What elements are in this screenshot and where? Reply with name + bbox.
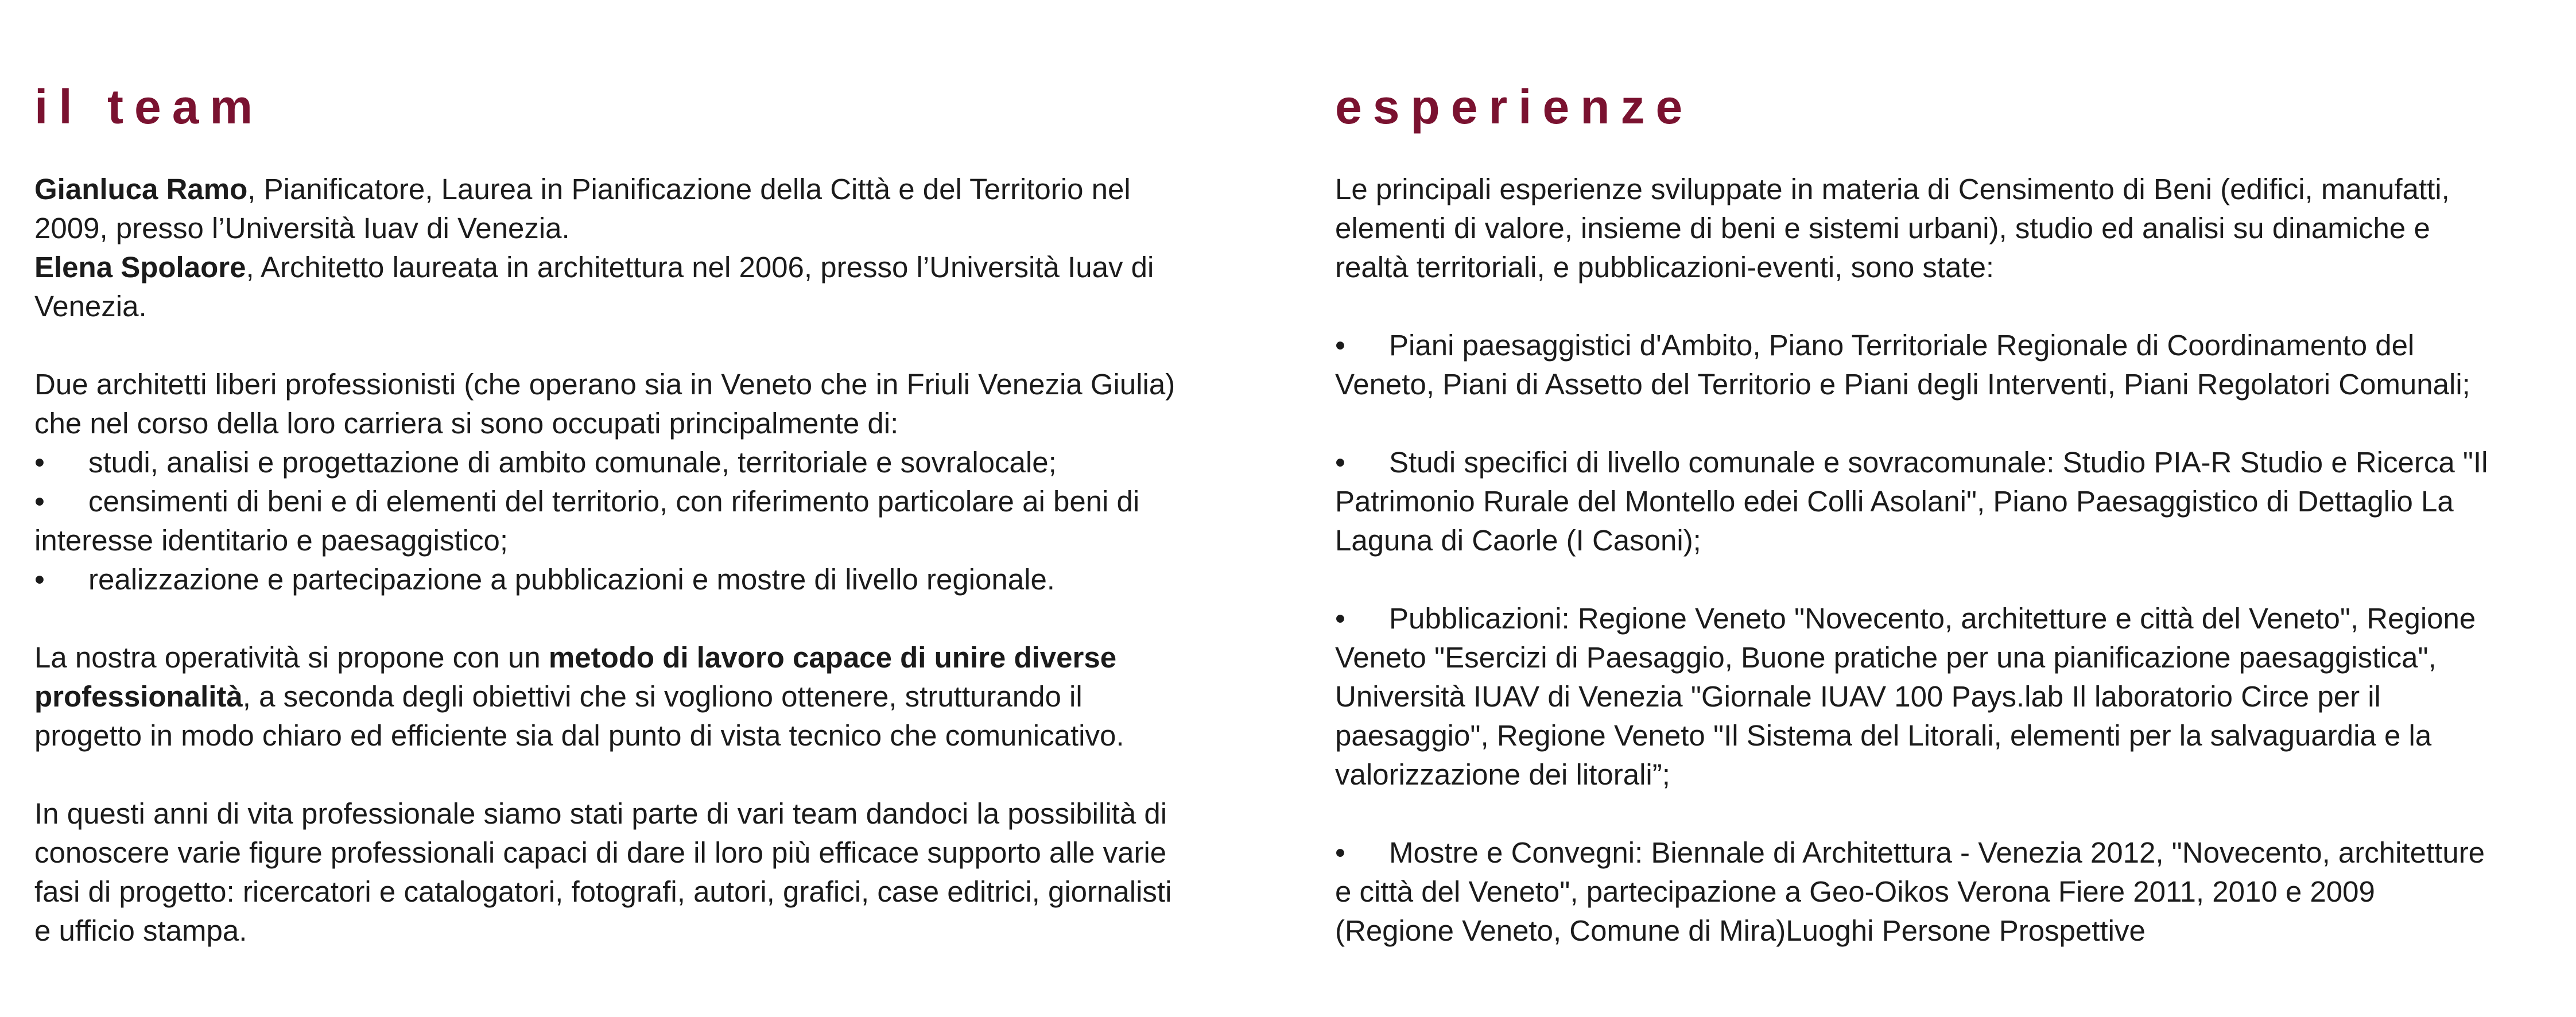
team-member-name-2: Elena Spolaore [34,251,246,284]
team-bullet-2-cont: interesse identitario e paesaggistico; [34,524,508,557]
team-p1-line2: 2009, presso l’Università Iuav di Venezia. [34,212,570,244]
team-p2-line1: Due architetti liberi professionisti (che operano sia in Veneto che in Friuli Venezia Giulia) [34,368,1176,401]
team-p3-line2: professionalità, a seconda degli obiettivi che si vogliono ottenere, strutturando il [34,680,1083,713]
team-p4-line3: fasi di progetto: ricercatori e catalogatori, fotografi, autori, grafici, case editrici, giornalisti [34,875,1172,908]
bullet-icon: • [34,485,45,518]
team-bullet-2: • censimenti di beni e di elementi del territorio, con riferimento particolare ai beni di [34,482,1251,521]
esperienze-item-4-cont: (Regione Veneto, Comune di Mira)Luoghi Persone Prospettive [1335,914,2146,947]
team-p4-line1: In questi anni di vita professionale siamo stati parte di vari team dandoci la possibilità di [34,797,1167,830]
esperienze-intro-line2: elementi di valore, insieme di beni e sistemi urbani), studio ed analisi su dinamiche e [1335,212,2430,244]
esperienze-item-4-cont: e città del Veneto", partecipazione a Geo-Oikos Verona Fiere 2011, 2010 e 2009 [1335,875,2375,908]
esperienze-item-3-cont: paesaggio", Regione Veneto "Il Sistema del Litorali, elementi per la salvaguardia e la [1335,719,2432,752]
paragraph-gap [1335,794,2546,833]
paragraph-gap [34,599,1251,638]
team-p1-line4: Venezia. [34,290,147,323]
team-section [34,78,1251,950]
paragraph-gap [1335,404,2546,443]
bullet-icon: • [1335,329,1345,362]
bullet-icon: • [1335,836,1345,869]
paragraph-gap [34,755,1251,794]
esperienze-item-1-cont: Veneto, Piani di Assetto del Territorio e Piani degli Interventi, Piani Regolatori Comunali; [1335,368,2470,401]
esperienze-intro-line1: Le principali esperienze sviluppate in materia di Censimento di Beni (edifici, manufatti, [1335,173,2450,205]
esperienze-item-2-cont: Laguna di Caorle (I Casoni); [1335,524,1701,557]
esperienze-item-3-cont: Università IUAV di Venezia "Giornale IUAV 100 Pays.lab Il laboratorio Circe per il [1335,680,2381,713]
esperienze-item-3-cont: valorizzazione dei litorali”; [1335,758,1670,791]
paragraph-gap [34,326,1251,365]
team-heading: il team [34,80,264,134]
team-body [34,170,1251,950]
esperienze-item-4: • Mostre e Convegni: Biennale di Architettura - Venezia 2012, "Novecento, architetture [1335,833,2546,872]
esperienze-item-3: • Pubblicazioni: Regione Veneto "Novecento, architetture e città del Veneto", Regione [1335,599,2546,638]
bullet-icon: • [1335,602,1345,635]
esperienze-item-2-cont: Patrimonio Rurale del Montello edei Colli Asolani", Piano Paesaggistico di Dettaglio La [1335,485,2454,518]
esperienze-body [1335,170,2546,950]
bullet-icon: • [34,563,45,596]
team-p4-line2: conoscere varie figure professionali capaci di dare il loro più efficace supporto alle varie [34,836,1167,869]
team-p2-line2: che nel corso della loro carriera si sono occupati principalmente di: [34,407,899,440]
bullet-icon: • [34,446,45,479]
team-bullet-3: • realizzazione e partecipazione a pubblicazioni e mostre di livello regionale. [34,560,1251,599]
team-p1-line3: Elena Spolaore, Architetto laureata in architettura nel 2006, presso l’Università Iuav di [34,251,1154,284]
esperienze-item-3-cont: Veneto "Esercizi di Paesaggio, Buone pratiche per una pianificazione paesaggistica", [1335,641,2437,674]
esperienze-heading: esperienze [1335,80,1694,134]
esperienze-section [1335,78,2546,950]
team-p3-line1: La nostra operatività si propone con un metodo di lavoro capace di unire diverse [34,641,1117,674]
team-p1-line1: Gianluca Ramo, Pianificatore, Laurea in Pianificazione della Città e del Territorio nel [34,173,1131,205]
team-p4-line4: e ufficio stampa. [34,914,247,947]
esperienze-item-1: • Piani paesaggistici d'Ambito, Piano Territoriale Regionale di Coordinamento del [1335,326,2546,365]
paragraph-gap [1335,287,2546,326]
paragraph-gap [1335,560,2546,599]
team-bullet-1: • studi, analisi e progettazione di ambito comunale, territoriale e sovralocale; [34,443,1251,482]
bullet-icon: • [1335,446,1345,479]
team-member-name-1: Gianluca Ramo [34,173,248,205]
team-p3-line3: progetto in modo chiaro ed efficiente sia dal punto di vista tecnico che comunicativo. [34,719,1124,752]
esperienze-item-2: • Studi specifici di livello comunale e sovracomunale: Studio PIA-R Studio e Ricerca "Il [1335,443,2546,482]
esperienze-intro-line3: realtà territoriali, e pubblicazioni-eventi, sono state: [1335,251,1995,284]
